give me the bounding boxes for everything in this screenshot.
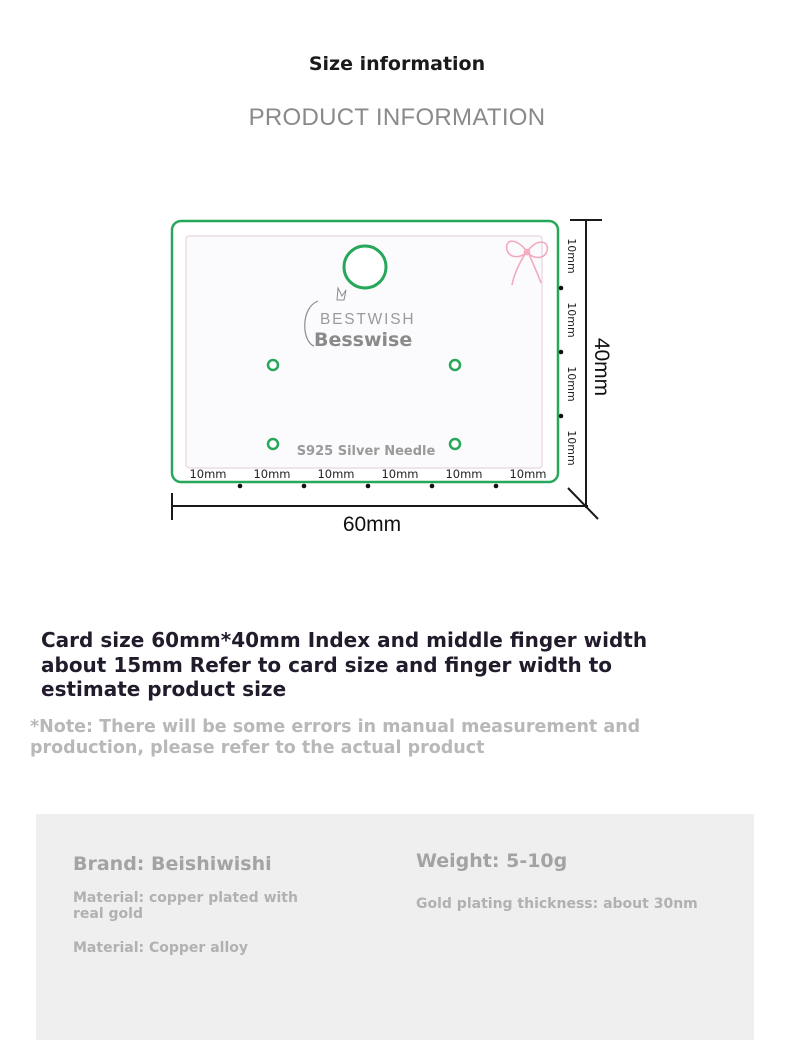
material-spec: Material: copper plated with real gold xyxy=(73,890,298,922)
vertical-tick-marks xyxy=(559,286,564,419)
tick-mark xyxy=(559,286,564,291)
horizontal-segment-label: 10mm xyxy=(317,467,355,481)
horizontal-segment-label: 10mm xyxy=(381,467,419,481)
earring-hole xyxy=(268,360,278,370)
vertical-segment-label: 10mm xyxy=(565,366,578,402)
tick-mark xyxy=(366,484,371,489)
horizontal-segment-label: 10mm xyxy=(253,467,291,481)
tick-mark xyxy=(430,484,435,489)
brand-spec: Brand: Beishiwishi xyxy=(73,853,272,875)
tick-mark xyxy=(494,484,499,489)
earring-hole xyxy=(268,439,278,449)
earring-hole xyxy=(450,439,460,449)
card-size-description: Card size 60mm*40mm Index and middle finger width about 15mm Refer to card size and finger width to estimate product size xyxy=(41,628,648,701)
tick-mark xyxy=(302,484,307,489)
plating-spec: Gold plating thickness: about 30nm xyxy=(416,896,698,912)
card-size-diagram xyxy=(0,200,790,560)
vertical-segment-labels xyxy=(565,238,578,465)
vertical-segment-label: 10mm xyxy=(565,302,578,338)
brand-logo-text: BESTWISH xyxy=(320,311,416,328)
earring-hole xyxy=(450,360,460,370)
needle-label: S925 Silver Needle xyxy=(296,444,436,459)
horizontal-segment-label: 10mm xyxy=(509,467,547,481)
height-label: 40mm xyxy=(590,337,613,397)
page-title: Size information xyxy=(308,53,486,75)
vertical-segment-label: 10mm xyxy=(565,430,578,466)
horizontal-tick-marks xyxy=(238,484,499,489)
horizontal-segment-label: 10mm xyxy=(445,467,483,481)
page-subtitle: PRODUCT INFORMATION xyxy=(248,104,546,131)
vertical-segment-label: 10mm xyxy=(565,238,578,274)
weight-spec: Weight: 5-10g xyxy=(416,850,568,872)
tick-mark xyxy=(559,350,564,355)
measurement-note: *Note: There will be some errors in manual measurement and production, please refer to the actual product xyxy=(30,717,641,758)
hanging-hole xyxy=(344,246,386,288)
width-label: 60mm xyxy=(342,513,402,536)
horizontal-segment-label: 10mm xyxy=(189,467,227,481)
tick-mark xyxy=(559,414,564,419)
width-dimension-end xyxy=(568,488,598,519)
material-spec: Material: Copper alloy xyxy=(73,940,248,956)
spec-panel xyxy=(36,814,754,1040)
tick-mark xyxy=(238,484,243,489)
brand-name: Besswise xyxy=(314,329,413,351)
